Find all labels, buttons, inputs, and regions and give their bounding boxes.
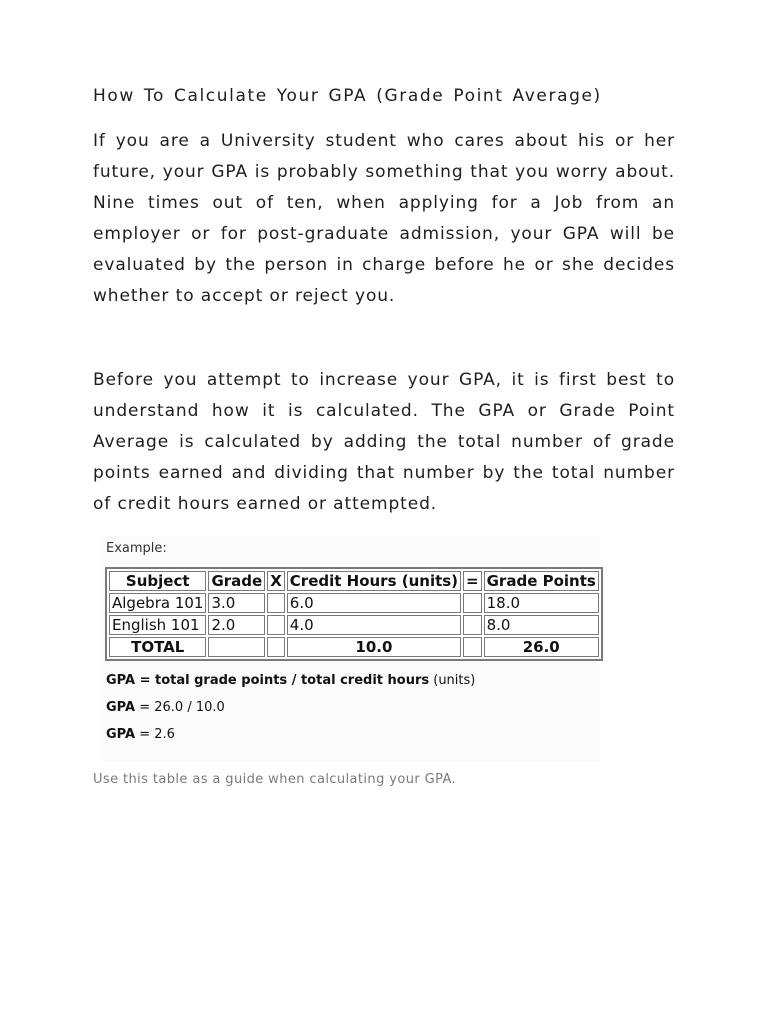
gpa-example-table — [105, 567, 603, 661]
example-figure — [100, 536, 600, 761]
total-credit-hours: 10.0 — [287, 637, 461, 657]
gpa-formula-units: (units) — [433, 673, 476, 688]
cell-grade-points: 18.0 — [484, 593, 599, 613]
gpa-formula-bold: GPA = total grade points / total credit hours — [106, 673, 430, 688]
cell-multiply — [267, 615, 285, 635]
gpa-division-line — [106, 700, 225, 715]
cell-equals — [463, 615, 482, 635]
cell-subject: Algebra 101 — [109, 593, 206, 613]
cell-multiply — [267, 593, 285, 613]
cell-grade-points: 8.0 — [484, 615, 599, 635]
cell-subject: English 101 — [109, 615, 206, 635]
cell-grade: 2.0 — [208, 615, 265, 635]
figure-caption: Use this table as a guide when calculating your GPA. — [93, 772, 457, 787]
cell-equals — [463, 593, 482, 613]
gpa-formula-line — [106, 673, 475, 688]
gpa-result-line — [106, 727, 175, 742]
total-grade-points: 26.0 — [484, 637, 599, 657]
table-row — [109, 593, 599, 613]
header-subject: Subject — [109, 571, 206, 591]
header-equals: = — [463, 571, 482, 591]
header-grade: Grade — [208, 571, 265, 591]
gpa-division-label: GPA — [106, 700, 136, 715]
total-label: TOTAL — [109, 637, 206, 657]
gpa-result-value: = 2.6 — [139, 727, 175, 742]
intro-paragraph: If you are a University student who cares about his or her future, your GPA is probably something that you worry about. Nine times out of ten, when applying for a Job from an employer or for post-graduate admission, your GPA will be evaluated by the person in charge before he or she decides whether to accept or reject you. — [93, 131, 675, 306]
header-grade-points: Grade Points — [484, 571, 599, 591]
table-header-row — [109, 571, 599, 591]
total-multiply-empty — [267, 637, 285, 657]
cell-credit-hours: 6.0 — [287, 593, 461, 613]
cell-credit-hours: 4.0 — [287, 615, 461, 635]
document-title: How To Calculate Your GPA (Grade Point Average) — [93, 86, 602, 106]
cell-grade: 3.0 — [208, 593, 265, 613]
gpa-division-value: = 26.0 / 10.0 — [139, 700, 225, 715]
calculation-paragraph: Before you attempt to increase your GPA, it is first best to understand how it is calculated. The GPA or Grade Point Average is calculated by adding the total number of grade points earned and dividing that number by the total number of credit hours earned or attempted. — [93, 370, 675, 514]
header-multiply: X — [267, 571, 285, 591]
total-equals-empty — [463, 637, 482, 657]
header-credit-hours: Credit Hours (units) — [287, 571, 461, 591]
table-row — [109, 615, 599, 635]
example-label: Example: — [106, 541, 167, 556]
total-grade-empty — [208, 637, 265, 657]
table-total-row — [109, 637, 599, 657]
gpa-result-label: GPA — [106, 727, 136, 742]
